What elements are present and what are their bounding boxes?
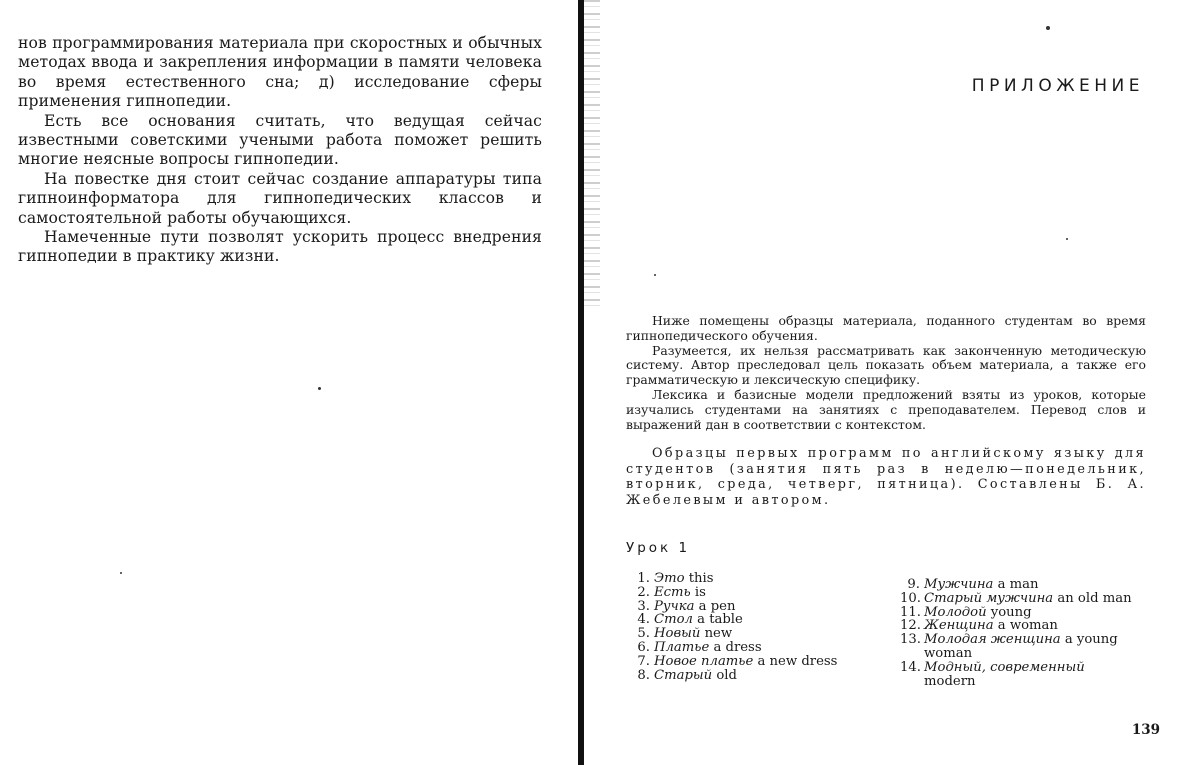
vocab-list-left: [630, 572, 880, 682]
vocab-item: 11. Молодой young: [900, 604, 1032, 620]
programs-note-text: Образцы первых программ по английскому языку для студентов (занятия пять раз в неделю—понедельник, вторник, среда, четверг, пятница). Составлены Б. А. Жебелевым и автором.: [626, 446, 1146, 508]
lesson-heading: Урок 1: [626, 540, 691, 556]
vocab-item: 12. Женщина a woman: [900, 618, 1058, 634]
vocab-item: 5. Новый new: [637, 626, 733, 642]
scan-speck: [120, 572, 122, 574]
vocab-item: 1. Это this: [637, 571, 714, 586]
page-number: 139: [1131, 722, 1160, 738]
vocab-item: 2. Есть is: [637, 584, 706, 600]
scan-speck: [1046, 26, 1050, 30]
programs-note: [626, 446, 1146, 508]
appendix-intro: [626, 314, 1146, 432]
vocab-item: 14. Модный, современный modern: [900, 659, 1085, 689]
right-page: [586, 0, 1200, 765]
left-page-text: [18, 34, 542, 267]
vocab-item: 10. Старый мужчина an old man: [900, 590, 1132, 606]
paragraph: Есть все основания считать, что ведущая сейчас известными советскими учеными работа поможет решить многие неясные вопросы гипнопедии.: [18, 111, 542, 169]
vocab-item: 6. Платье a dress: [637, 639, 762, 655]
vocab-item: 3. Ручка a pen: [637, 598, 736, 614]
scan-speck: [654, 274, 656, 276]
paragraph-continuation: нов программирования материала при скоростных и обычных методах ввода и закрепления информации в памяти человека во время естественного сна; д) исследование сферы применения гипнопедии.: [18, 34, 542, 111]
scan-speck: [1066, 238, 1068, 240]
intro-paragraph: Лексика и базисные модели предложений взяты из уроков, которые изучались студентами на занятиях с преподавателем. Перевод слов и выражений дан в соответствии с контекстом.: [626, 386, 1146, 432]
intro-paragraph: Ниже помещены образцы материала, поданного студентам во время гипнопедического обучения.: [626, 313, 1146, 343]
paragraph: На повестке дня стоит сейчас создание аппаратуры типа гипноинформатора для гипнопедических классов и самостоятельной работы обучающихся.: [18, 169, 542, 227]
left-page: [0, 0, 580, 765]
vocab-list-right: [900, 578, 1150, 688]
vocab-item: 8. Старый old: [637, 667, 737, 683]
vocab-item: 7. Новое платье a new dress: [637, 653, 838, 669]
scan-speck: [318, 387, 321, 390]
appendix-title: ПРИЛОЖЕНИЕ: [971, 76, 1144, 96]
vocab-item: 9. Мужчина a man: [907, 577, 1039, 592]
vocab-item: 4. Стол a table: [637, 612, 743, 628]
paragraph: Намеченные пути позволят ускорить процесс внедрения гипнопедии в практику жизни.: [18, 228, 542, 266]
vocab-item: 13. Молодая женщина a young woman: [900, 632, 1118, 661]
intro-paragraph: Разумеется, их нельзя рассматривать как законченную методическую систему. Автор преследовал цель показать объем материала, а также его грамматическую и лексическую специфику.: [626, 342, 1146, 388]
